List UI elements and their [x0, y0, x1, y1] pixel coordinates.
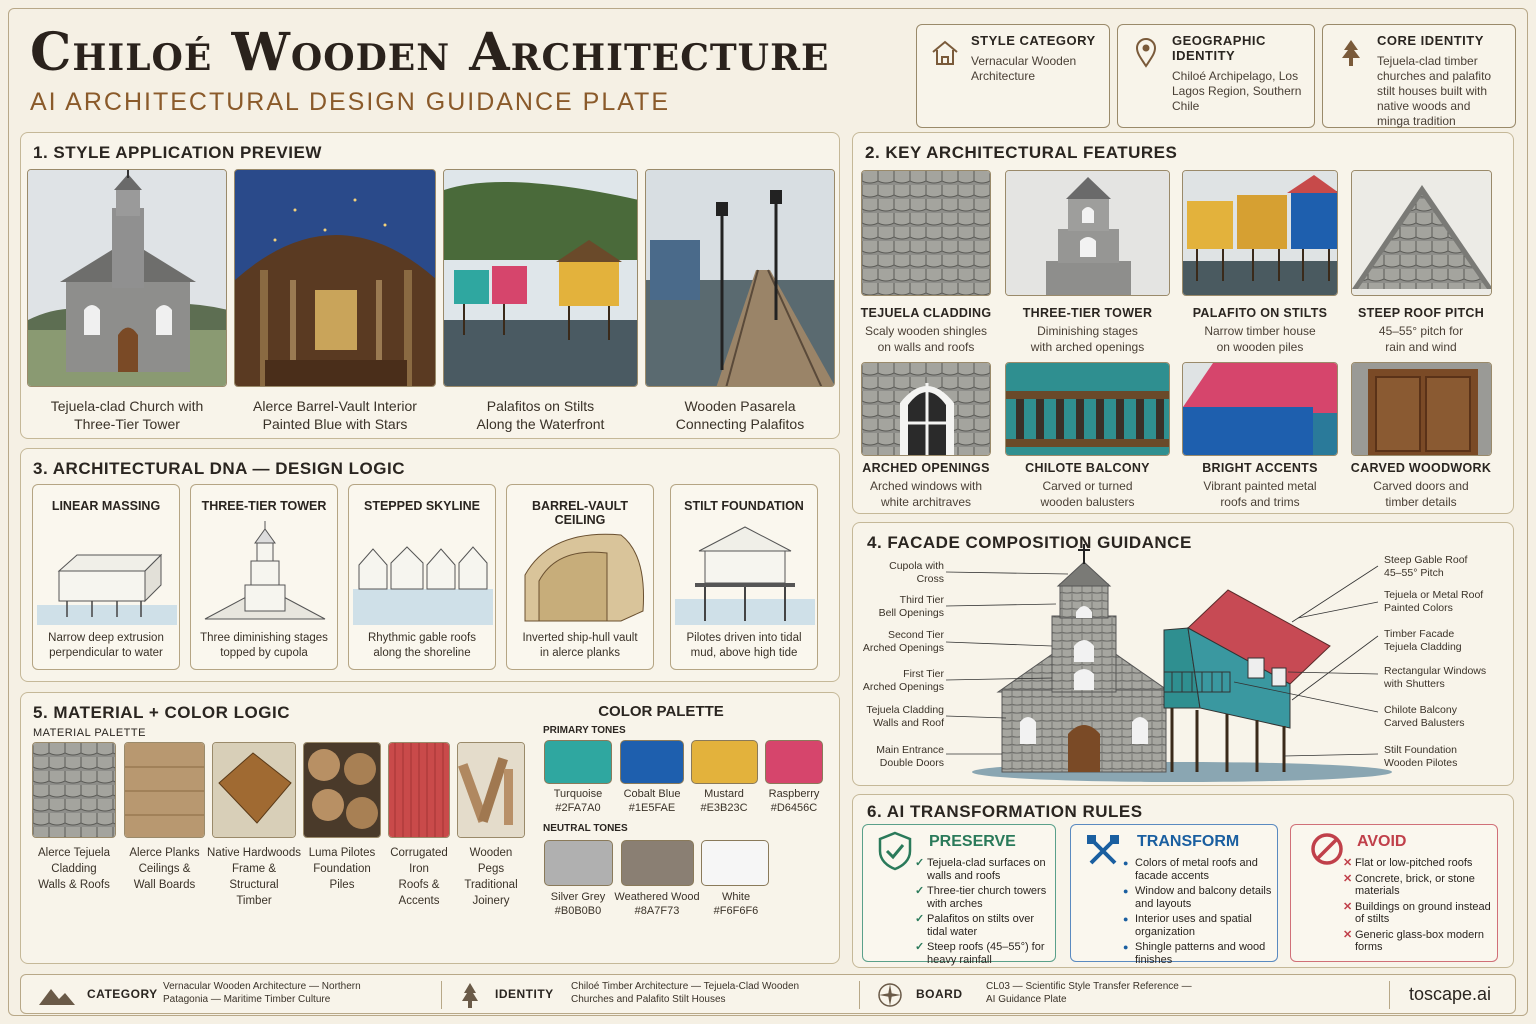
- core-identity-body: Tejuela-clad timber churches and palafito stilt houses built with native woods and minga tradition: [1377, 54, 1492, 128]
- core-identity-box: [1322, 24, 1516, 128]
- dna-desc: Three diminishing stages topped by cupola: [200, 632, 328, 659]
- tree-icon: [1335, 37, 1367, 69]
- arched-opening-feature-image: [861, 362, 991, 456]
- section-title: 2. KEY ARCHITECTURAL FEATURES: [865, 143, 1178, 162]
- feature-desc: Carved or turned wooden balusters: [1040, 479, 1135, 509]
- dna-card-linear-massing: [32, 484, 180, 670]
- color-label: Mustard #E3B23C: [700, 788, 748, 814]
- material-label: Corrugated Iron Roofs & Accents: [390, 847, 448, 907]
- color-label: Cobalt Blue #1E5FAE: [623, 788, 681, 814]
- color-label: Raspberry #D6456C: [768, 788, 820, 814]
- roof-pitch-feature-image: [1351, 170, 1492, 296]
- church-photo: [27, 169, 227, 387]
- material-swatch-corrugated: [388, 742, 450, 838]
- transform-title: TRANSFORM: [1137, 833, 1240, 850]
- color-swatch-cobalt-blue: [620, 740, 684, 784]
- preserve-title: PRESERVE: [929, 833, 1016, 850]
- feature-title: CHILOTE BALCONY: [1025, 461, 1150, 475]
- footer-category-label: CATEGORY: [87, 987, 158, 1001]
- footer-identity-label: IDENTITY: [495, 987, 554, 1001]
- facade-label-left: First Tier Arched Openings: [862, 668, 944, 693]
- dna-title: THREE-TIER TOWER: [201, 499, 327, 513]
- style-category-box: [916, 24, 1110, 128]
- feature-desc: Scaly wooden shingles on walls and roofs: [864, 324, 988, 354]
- material-label: Native Hardwoods Frame & Structural Timber: [207, 847, 301, 907]
- feature-desc: Diminishing stages with arched openings: [1030, 324, 1145, 354]
- page-subtitle: AI ARCHITECTURAL DESIGN GUIDANCE PLATE: [30, 88, 670, 116]
- facade-label-left: Third Tier Bell Openings: [878, 594, 944, 619]
- material-label: Luma Pilotes Foundation Piles: [308, 847, 376, 891]
- footer-board-value: CL03 — Scientific Style Transfer Reference — AI Guidance Plate: [986, 981, 1192, 1005]
- facade-label-left: Tejuela Cladding Walls and Roof: [866, 704, 944, 729]
- section-title: 1. STYLE APPLICATION PREVIEW: [33, 143, 322, 162]
- feature-desc: Arched windows with white architraves: [869, 479, 983, 509]
- dna-card-barrel-vault: [506, 484, 654, 670]
- tower-feature-image: [1005, 170, 1170, 296]
- barrel-vault-photo: [234, 169, 436, 387]
- geographic-identity-box: [1117, 24, 1315, 128]
- neutral-tones-label: NEUTRAL TONES: [543, 823, 628, 834]
- brand-logo[interactable]: toscape.ai: [1409, 984, 1492, 1004]
- tejuela-feature-image: [861, 170, 991, 296]
- dna-title: BARREL-VAULT CEILING: [531, 499, 629, 527]
- dna-desc: Narrow deep extrusion perpendicular to water: [48, 632, 164, 659]
- feature-title: STEEP ROOF PITCH: [1357, 306, 1485, 320]
- dna-title: LINEAR MASSING: [51, 499, 161, 513]
- footer-bar: [20, 974, 1516, 1014]
- material-swatch-tejuela: [32, 742, 116, 838]
- dna-desc: Rhythmic gable roofs along the shoreline: [367, 632, 477, 659]
- house-icon: [929, 37, 961, 69]
- color-label: Silver Grey #B0B0B0: [550, 891, 606, 917]
- material-palette-label: MATERIAL PALETTE: [33, 727, 146, 739]
- color-palette-title: COLOR PALETTE: [598, 703, 724, 720]
- dna-title: STEPPED SKYLINE: [364, 499, 480, 513]
- tools-icon: [1085, 833, 1121, 869]
- geographic-identity-body: Chiloé Archipelago, Los Lagos Region, Southern Chile: [1172, 69, 1302, 113]
- facade-label-right: Steep Gable Roof 45–55° Pitch: [1384, 554, 1468, 579]
- geographic-identity-title: GEOGRAPHIC IDENTITY: [1172, 33, 1266, 63]
- avoid-box: AVOID ✕ Flat or low-pitched roofs ✕ Concrete, brick, or stone materials ✕ Buildings on ground instead of stilts ✕ Generic glass-box modern forms: [1290, 824, 1498, 962]
- facade-label-left: Cupola with Cross: [889, 560, 944, 585]
- feature-title: THREE-TIER TOWER: [1022, 306, 1153, 320]
- preview-caption: Tejuela-clad Church with Three-Tier Tower: [50, 398, 204, 432]
- color-label: Turquoise #2FA7A0: [553, 788, 603, 814]
- dna-card-three-tier-tower: [190, 484, 338, 670]
- color-swatch-white: [701, 840, 769, 886]
- color-label: Weathered Wood #8A7F73: [614, 891, 700, 917]
- section-title: 4. FACADE COMPOSITION GUIDANCE: [867, 533, 1192, 552]
- color-swatch-turquoise: [544, 740, 612, 784]
- feature-title: CARVED WOODWORK: [1350, 461, 1492, 475]
- footer-category-value: Vernacular Wooden Architecture — Northern Patagonia — Maritime Timber Culture: [163, 981, 361, 1005]
- feature-desc: Carved doors and timber details: [1373, 479, 1469, 509]
- primary-tones-label: PRIMARY TONES: [543, 725, 626, 736]
- material-swatch-hardwood: [212, 742, 296, 838]
- preview-caption: Palafitos on Stilts Along the Waterfront: [476, 398, 605, 432]
- color-swatch-raspberry: [765, 740, 823, 784]
- style-category-title: STYLE CATEGORY: [971, 33, 1096, 48]
- feature-title: PALAFITO ON STILTS: [1192, 306, 1328, 320]
- section-title: 5. MATERIAL + COLOR LOGIC: [33, 703, 290, 722]
- color-label: White #F6F6F6: [713, 891, 759, 917]
- tree-icon: [461, 981, 479, 1009]
- dna-desc: Inverted ship-hull vault in alerce planks: [522, 632, 638, 659]
- facade-label-right: Stilt Foundation Wooden Pilotes: [1384, 744, 1458, 769]
- bright-accents-feature-image: [1182, 362, 1338, 456]
- balcony-feature-image: [1005, 362, 1170, 456]
- carved-woodwork-feature-image: [1351, 362, 1492, 456]
- section-title: 6. AI TRANSFORMATION RULES: [867, 802, 1143, 821]
- style-category-body: Vernacular Wooden Architecture: [971, 54, 1077, 83]
- footer-identity-value: Chiloé Timber Architecture — Tejuela-Clad Wooden Churches and Palafito Stilt Houses: [571, 981, 800, 1005]
- color-swatch-mustard: [691, 740, 758, 784]
- feature-title: TEJUELA CLADDING: [860, 306, 992, 320]
- shield-check-icon: [877, 831, 913, 871]
- preserve-box: PRESERVE ✓ Tejuela-clad surfaces on walls and roofs ✓ Three-tier church towers with arches ✓ Palafitos on stilts over tidal water ✓ Steep roofs (45–55°) for heavy rainfall: [862, 824, 1056, 962]
- feature-desc: 45–55° pitch for rain and wind: [1378, 324, 1464, 354]
- facade-label-right: Rectangular Windows with Shutters: [1384, 665, 1487, 690]
- material-swatch-pegs: [457, 742, 525, 838]
- preview-caption: Wooden Pasarela Connecting Palafitos: [675, 398, 805, 432]
- avoid-title: AVOID: [1357, 833, 1407, 850]
- facade-label-right: Tejuela or Metal Roof Painted Colors: [1384, 589, 1484, 614]
- page-title: Chiloé Wooden Architecture: [30, 22, 830, 83]
- feature-desc: Vibrant painted metal roofs and trims: [1203, 479, 1317, 509]
- dna-card-stepped-skyline: [348, 484, 496, 670]
- transform-box: TRANSFORM ● Colors of metal roofs and facade accents ● Window and balcony details and layouts ● Interior uses and spatial organization ● Shingle patterns and wood finishes: [1070, 824, 1278, 962]
- pasarela-photo: [645, 169, 835, 387]
- facade-label-left: Main Entrance Double Doors: [876, 744, 944, 769]
- dna-title: STILT FOUNDATION: [684, 499, 804, 513]
- palafito-feature-image: [1182, 170, 1338, 296]
- color-swatch-silver-grey: [544, 840, 613, 886]
- facade-label-right: Timber Facade Tejuela Cladding: [1384, 628, 1462, 653]
- facade-label-left: Second Tier Arched Openings: [862, 629, 944, 654]
- compass-icon: [877, 982, 903, 1008]
- prohibited-icon: [1309, 831, 1345, 867]
- material-label: Alerce Planks Ceilings & Wall Boards: [129, 847, 200, 891]
- feature-title: ARCHED OPENINGS: [862, 461, 990, 475]
- mountain-icon: [37, 983, 77, 1007]
- style-preview-panel: [20, 132, 840, 439]
- material-swatch-planks: [124, 742, 205, 838]
- color-swatch-weathered-wood: [621, 840, 694, 886]
- section-title: 3. ARCHITECTURAL DNA — DESIGN LOGIC: [33, 459, 405, 478]
- dna-desc: Pilotes driven into tidal mud, above high tide: [686, 632, 802, 659]
- palafitos-photo: [443, 169, 638, 387]
- core-identity-title: CORE IDENTITY: [1377, 33, 1484, 48]
- material-label: Alerce Tejuela Cladding Walls & Roofs: [37, 847, 111, 891]
- material-label: Wooden Pegs Traditional Joinery: [464, 847, 518, 907]
- footer-board-label: BOARD: [916, 987, 963, 1001]
- map-pin-icon: [1130, 37, 1162, 69]
- facade-label-right: Chilote Balcony Carved Balusters: [1384, 704, 1465, 729]
- preview-caption: Alerce Barrel-Vault Interior Painted Blue with Stars: [253, 398, 417, 432]
- dna-card-stilt-foundation: [670, 484, 818, 670]
- material-swatch-pilotes: [303, 742, 381, 838]
- feature-desc: Narrow timber house on wooden piles: [1204, 324, 1316, 354]
- feature-title: BRIGHT ACCENTS: [1202, 461, 1318, 475]
